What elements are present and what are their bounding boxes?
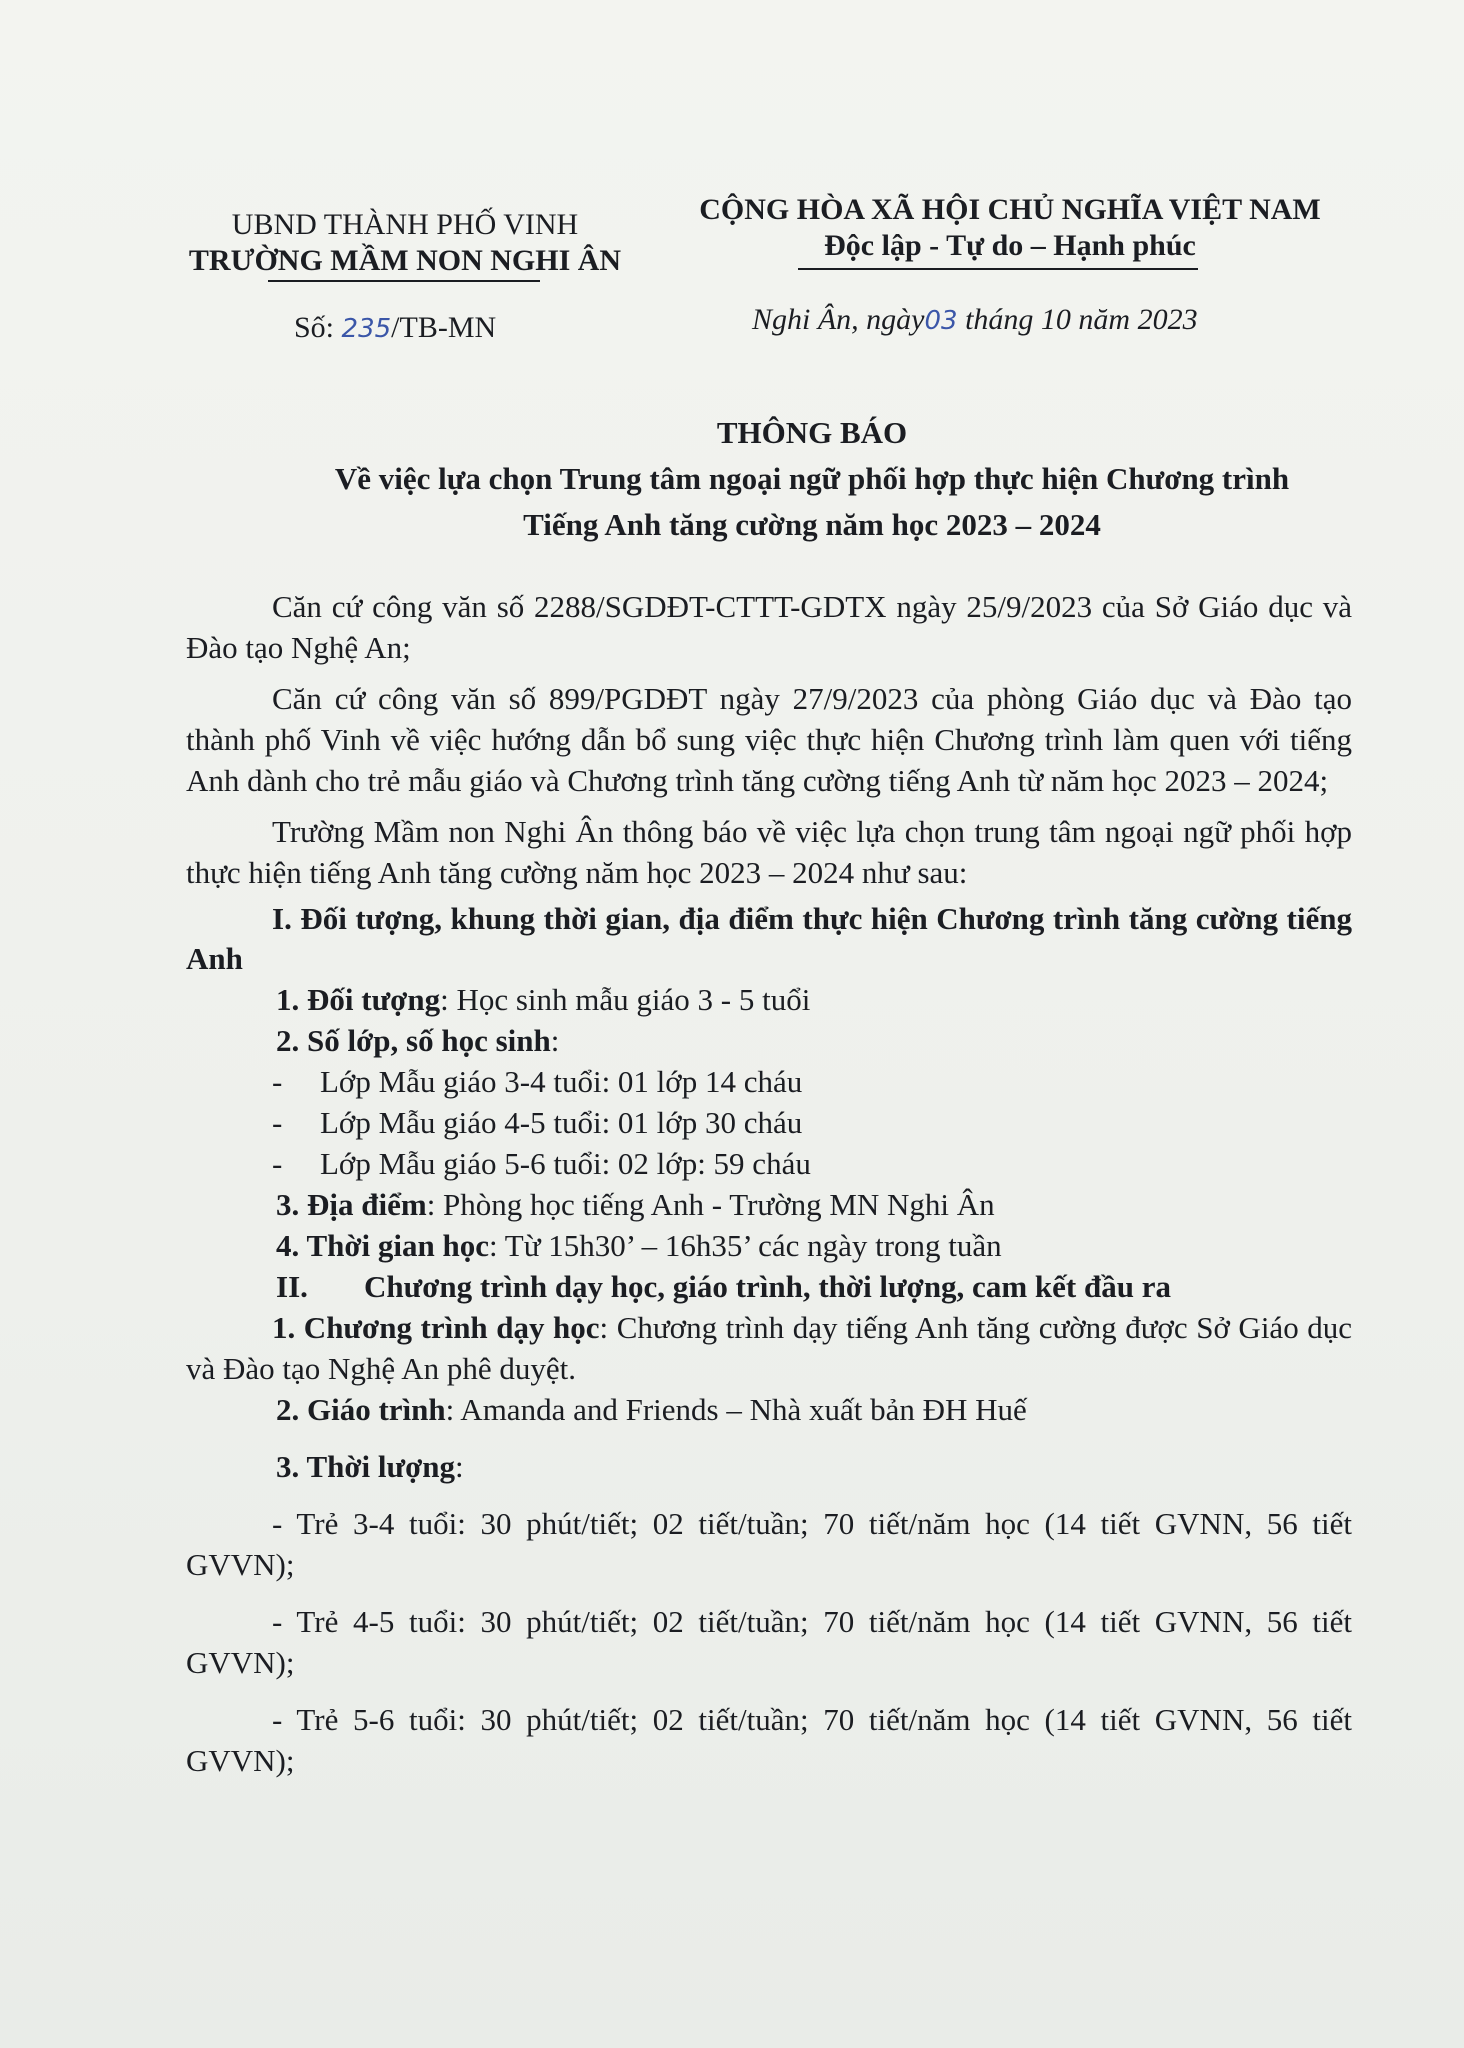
duration-item: - Trẻ 3-4 tuổi: 30 phút/tiết; 02 tiết/tuần; 70 tiết/năm học (14 tiết GVNN, 56 tiết GVVN); bbox=[186, 1506, 1352, 1582]
class-list-item: - Lớp Mẫu giáo 5-6 tuổi: 02 lớp: 59 cháu bbox=[272, 1146, 811, 1181]
item-1-text: : Học sinh mẫu giáo 3 - 5 tuổi bbox=[440, 982, 811, 1017]
item-3-text: : Phòng học tiếng Anh - Trường MN Nghi Ân bbox=[426, 1187, 995, 1222]
document-body bbox=[186, 586, 1352, 1781]
title-main: THÔNG BÁO bbox=[716, 415, 908, 450]
item-2-text: : bbox=[550, 1023, 560, 1058]
number-prefix: Số: bbox=[294, 311, 342, 344]
class-5-6: Lớp Mẫu giáo 5-6 tuổi: 02 lớp: 59 cháu bbox=[320, 1146, 811, 1181]
school-name-underline bbox=[268, 280, 540, 282]
item-4-label: 4. Thời gian học bbox=[276, 1228, 489, 1263]
title-subject-line1: Về việc lựa chọn Trung tâm ngoại ngữ phối hợp thực hiện Chương trình bbox=[334, 461, 1290, 496]
issuing-authority bbox=[180, 207, 630, 279]
duration-item: - Trẻ 4-5 tuổi: 30 phút/tiết; 02 tiết/tuần; 70 tiết/năm học (14 tiết GVNN, 56 tiết GVVN); bbox=[186, 1604, 1352, 1680]
item-2-label: 2. Số lớp, số học sinh bbox=[276, 1023, 551, 1058]
section-2-number: II. bbox=[276, 1269, 308, 1304]
handwritten-day: 03 bbox=[924, 306, 958, 336]
document-title bbox=[180, 410, 1444, 548]
class-list-item: - Lớp Mẫu giáo 3-4 tuổi: 01 lớp 14 cháu bbox=[272, 1064, 803, 1099]
issue-date bbox=[752, 302, 1198, 339]
section-1-item-3 bbox=[186, 1184, 1352, 1225]
national-motto bbox=[690, 192, 1330, 264]
number-suffix: /TB-MN bbox=[391, 311, 497, 344]
motto-underline bbox=[798, 268, 1198, 270]
section-2-heading bbox=[186, 1266, 1352, 1307]
handwritten-number: 235 bbox=[341, 314, 392, 344]
section-2-title: Chương trình dạy học, giáo trình, thời lượng, cam kết đầu ra bbox=[364, 1269, 1171, 1304]
title-subject-line2: Tiếng Anh tăng cường năm học 2023 – 2024 bbox=[523, 507, 1101, 542]
item-3-label: 3. Địa điểm bbox=[276, 1187, 427, 1222]
basis-paragraph-1: Căn cứ công văn số 2288/SGDĐT-CTTT-GDTX ngày 25/9/2023 của Sở Giáo dục và Đào tạo Nghệ An; bbox=[186, 589, 1352, 665]
authority-name: UBND THÀNH PHỐ VINH bbox=[231, 208, 579, 241]
class-4-5: Lớp Mẫu giáo 4-5 tuổi: 01 lớp 30 cháu bbox=[320, 1105, 803, 1140]
date-prefix: Nghi Ân, ngày bbox=[752, 303, 925, 336]
s2-item-3-text: : bbox=[455, 1449, 464, 1484]
announcement-paragraph: Trường Mầm non Nghi Ân thông báo về việc lựa chọn trung tâm ngoại ngữ phối hợp thực hiện tiếng Anh tăng cường năm học 2023 – 2024 như sau: bbox=[186, 814, 1352, 890]
duration-item: - Trẻ 5-6 tuổi: 30 phút/tiết; 02 tiết/tuần; 70 tiết/năm học (14 tiết GVNN, 56 tiết GVVN); bbox=[186, 1702, 1352, 1778]
section-1-item-1 bbox=[186, 979, 1352, 1020]
class-list-item: - Lớp Mẫu giáo 4-5 tuổi: 01 lớp 30 cháu bbox=[272, 1105, 803, 1140]
class-3-4: Lớp Mẫu giáo 3-4 tuổi: 01 lớp 14 cháu bbox=[320, 1064, 803, 1099]
s2-item-2-label: 2. Giáo trình bbox=[276, 1392, 446, 1427]
s2-item-1-text: : Chương trình dạy tiếng Anh tăng cường được Sở Giáo dục và Đào tạo Nghệ An phê duyệt. bbox=[186, 1310, 1353, 1386]
s2-item-2-text: : Amanda and Friends – Nhà xuất bản ĐH Huế bbox=[445, 1392, 1027, 1427]
item-4-text: : Từ 15h30’ – 16h35’ các ngày trong tuần bbox=[489, 1228, 1002, 1263]
s2-item-3-label: 3. Thời lượng bbox=[276, 1449, 456, 1484]
section-2-item-3 bbox=[186, 1446, 1352, 1487]
item-1-label: 1. Đối tượng bbox=[276, 982, 441, 1017]
document-number bbox=[294, 310, 496, 347]
school-name: TRƯỜNG MẦM NON NGHI ÂN bbox=[188, 244, 622, 277]
section-1-item-4 bbox=[186, 1225, 1352, 1266]
country-name: CỘNG HÒA XÃ HỘI CHỦ NGHĨA VIỆT NAM bbox=[699, 193, 1321, 226]
section-2-item-1 bbox=[186, 1307, 1352, 1389]
section-1-item-2 bbox=[186, 1020, 1352, 1061]
section-1-heading: I. Đối tượng, khung thời gian, địa điểm thực hiện Chương trình tăng cường tiếng Anh bbox=[186, 901, 1352, 976]
basis-paragraph-2: Căn cứ công văn số 899/PGDĐT ngày 27/9/2023 của phòng Giáo dục và Đào tạo thành phố Vinh về việc hướng dẫn bổ sung việc thực hiện Chương trình làm quen với tiếng Anh dành cho trẻ mẫu giáo và Chương trình tăng cường tiếng Anh từ năm học 2023 – 2024; bbox=[186, 681, 1352, 798]
motto: Độc lập - Tự do – Hạnh phúc bbox=[824, 229, 1196, 262]
s2-item-1-label: 1. Chương trình dạy học bbox=[272, 1310, 600, 1345]
section-2-item-2 bbox=[186, 1389, 1352, 1430]
date-suffix: tháng 10 năm 2023 bbox=[957, 303, 1198, 336]
